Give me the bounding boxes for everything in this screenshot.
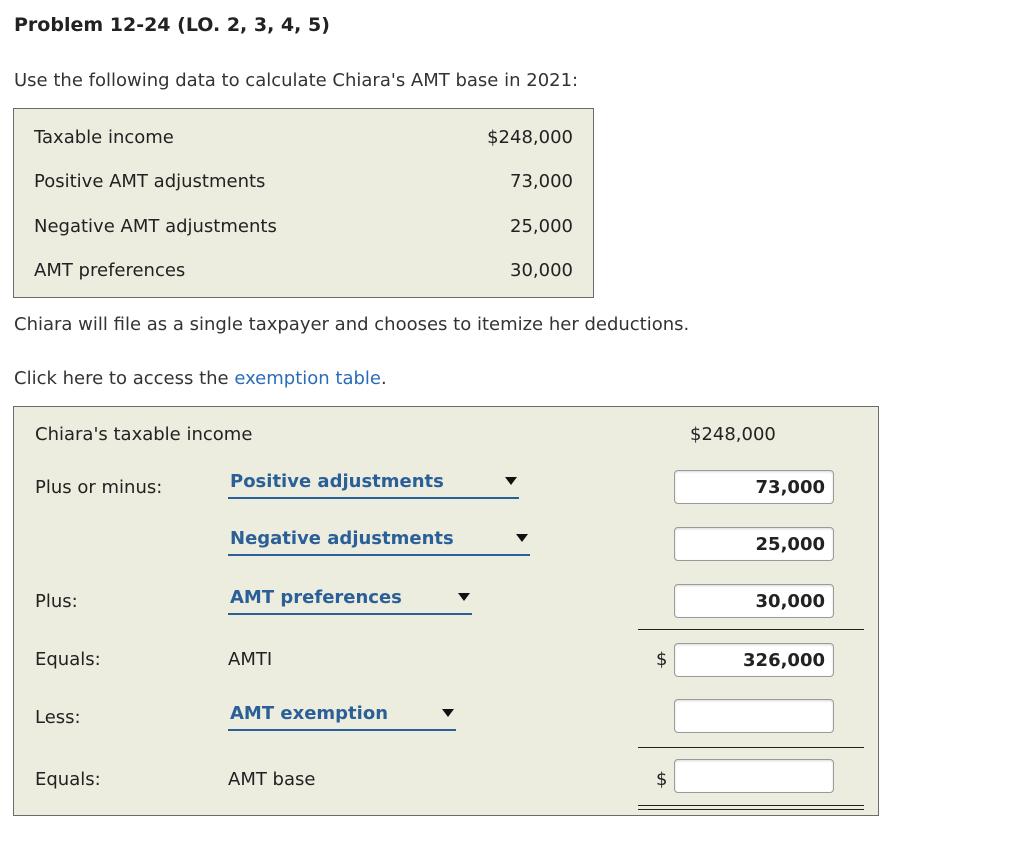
plus-label: Plus: bbox=[35, 591, 78, 612]
problem-intro: Use the following data to calculate Chiara's AMT base in 2021: bbox=[14, 70, 579, 91]
dropdown-selected-value: Positive adjustments bbox=[230, 471, 444, 492]
caret-down-icon bbox=[458, 593, 470, 601]
exemption-table-note bbox=[14, 368, 387, 389]
data-value: 73,000 bbox=[510, 171, 573, 192]
exemption-table-link[interactable]: exemption table bbox=[234, 368, 382, 389]
data-label: Negative AMT adjustments bbox=[34, 216, 277, 237]
amt-exemption-input[interactable] bbox=[674, 699, 834, 733]
less-label: Less: bbox=[35, 707, 81, 728]
equals-label-2: Equals: bbox=[35, 769, 101, 790]
data-value: 30,000 bbox=[510, 260, 573, 281]
amt-base-label: AMT base bbox=[228, 769, 316, 790]
equals-label: Equals: bbox=[35, 649, 101, 670]
plus-or-minus-label: Plus or minus: bbox=[35, 477, 163, 498]
amt-preferences-dropdown[interactable] bbox=[228, 587, 472, 615]
negative-adjustments-input[interactable] bbox=[674, 527, 834, 561]
filing-note: Chiara will file as a single taxpayer and chooses to itemize her deductions. bbox=[14, 314, 690, 335]
given-data-table bbox=[13, 108, 594, 298]
taxable-income-label: Chiara's taxable income bbox=[35, 424, 253, 445]
positive-adjustments-dropdown[interactable] bbox=[228, 471, 519, 499]
negative-adjustments-dropdown[interactable] bbox=[228, 528, 530, 556]
data-value: 25,000 bbox=[510, 216, 573, 237]
dropdown-selected-value: AMT preferences bbox=[230, 587, 402, 608]
problem-title: Problem 12-24 (LO. 2, 3, 4, 5) bbox=[14, 14, 330, 36]
taxable-income-value: $248,000 bbox=[690, 424, 776, 445]
positive-adjustments-input[interactable] bbox=[674, 470, 834, 504]
amt-exemption-dropdown[interactable] bbox=[228, 703, 456, 731]
data-label: Taxable income bbox=[34, 127, 174, 148]
caret-down-icon bbox=[505, 477, 517, 485]
amt-base-input[interactable] bbox=[674, 759, 834, 793]
data-label: AMT preferences bbox=[34, 260, 186, 281]
dollar-sign: $ bbox=[656, 649, 668, 670]
subtotal-rule bbox=[638, 629, 864, 630]
data-row-negative-adjustments bbox=[34, 216, 573, 242]
subtotal-rule bbox=[638, 747, 864, 748]
dropdown-selected-value: AMT exemption bbox=[230, 703, 389, 724]
amt-preferences-input[interactable] bbox=[674, 584, 834, 618]
data-label: Positive AMT adjustments bbox=[34, 171, 266, 192]
total-double-rule bbox=[638, 805, 864, 810]
caret-down-icon bbox=[516, 534, 528, 542]
click-note-suffix: . bbox=[381, 368, 387, 389]
data-value: $248,000 bbox=[487, 127, 573, 148]
dollar-sign: $ bbox=[656, 769, 668, 790]
caret-down-icon bbox=[442, 709, 454, 717]
amti-input[interactable] bbox=[674, 643, 834, 677]
dropdown-selected-value: Negative adjustments bbox=[230, 528, 454, 549]
amti-label: AMTI bbox=[228, 649, 273, 670]
click-note-prefix: Click here to access the bbox=[14, 368, 235, 389]
data-row-amt-preferences bbox=[34, 260, 573, 286]
data-row-taxable-income bbox=[34, 127, 573, 153]
amt-worksheet bbox=[13, 406, 879, 816]
data-row-positive-adjustments bbox=[34, 171, 573, 197]
